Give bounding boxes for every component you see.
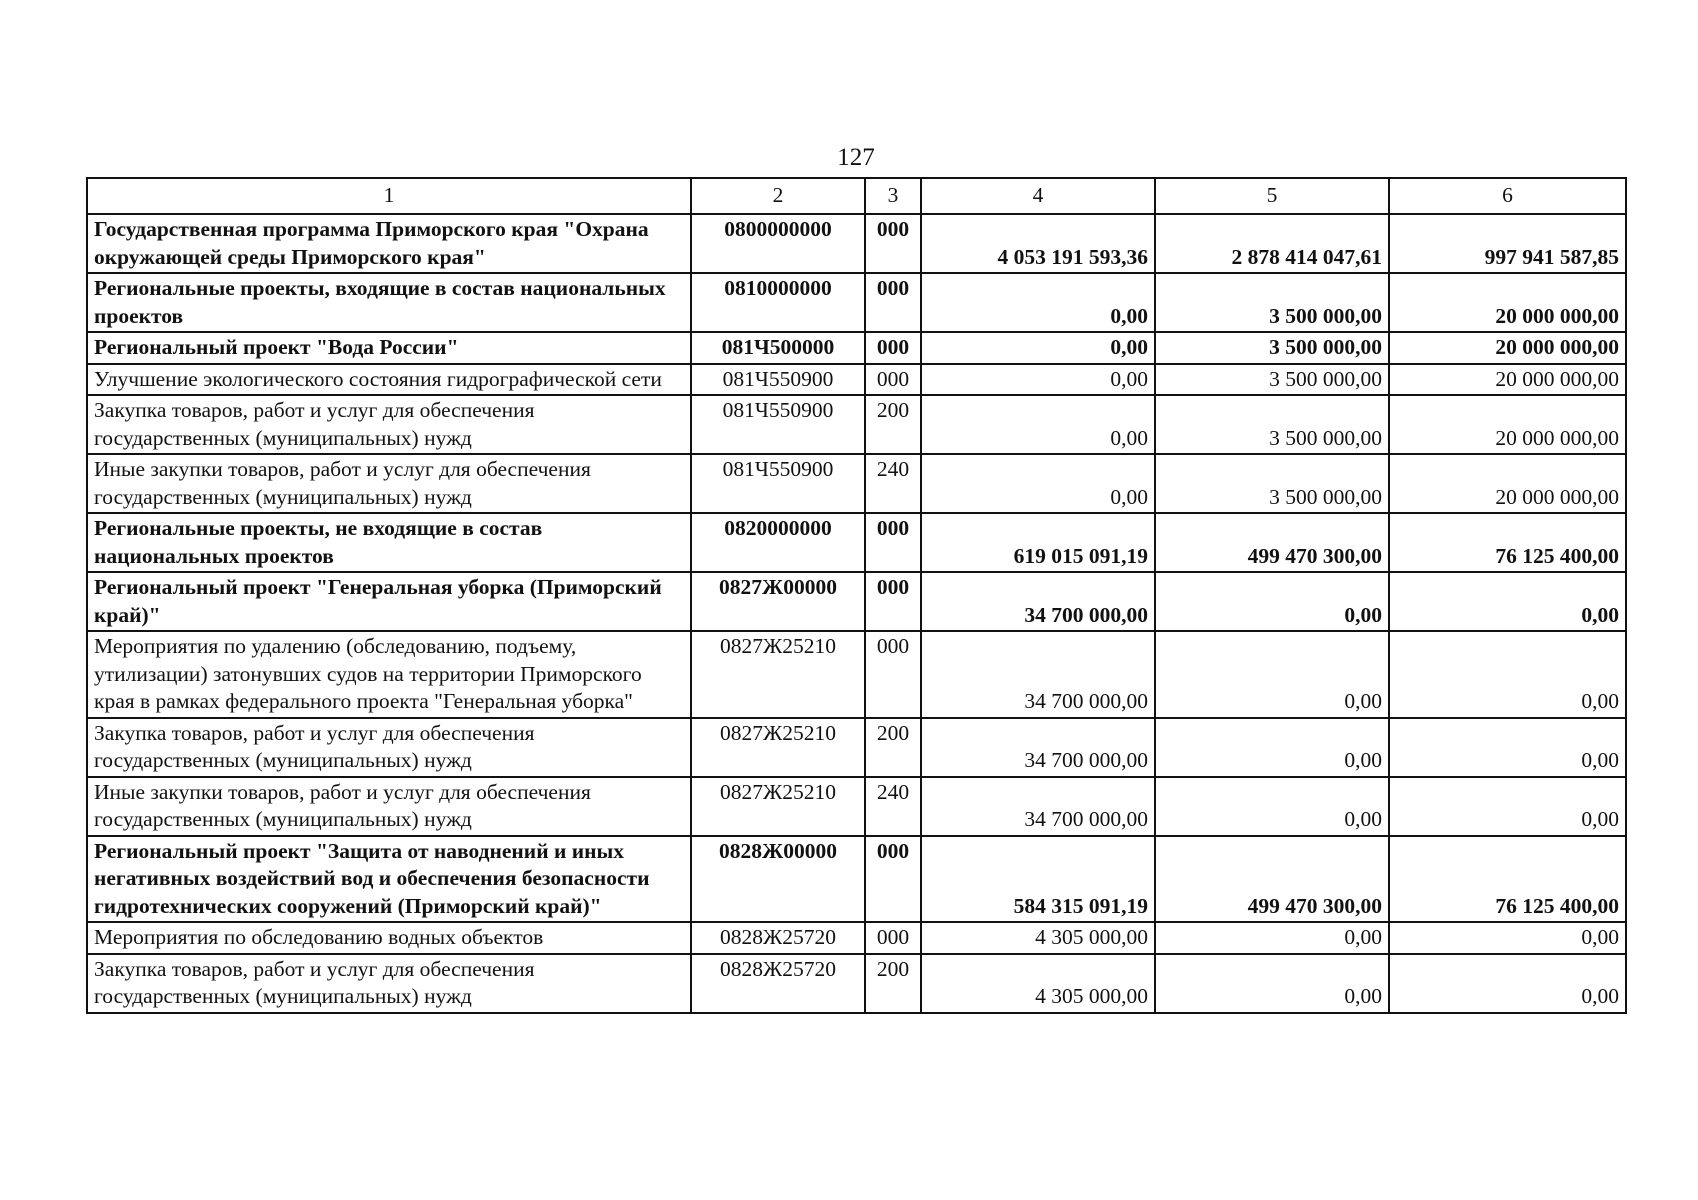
row-amount-col5: 3 500 000,00 [1155,364,1389,396]
row-target-code: 0828Ж00000 [691,836,865,923]
row-expense-type: 000 [865,922,921,954]
row-amount-col5: 0,00 [1155,572,1389,631]
table-row [87,572,1626,631]
row-amount-col6: 0,00 [1389,631,1626,718]
header-row [87,178,1626,214]
row-target-code: 0800000000 [691,214,865,273]
row-amount-col6: 20 000 000,00 [1389,454,1626,513]
row-amount-col6: 20 000 000,00 [1389,332,1626,364]
row-amount-col5: 2 878 414 047,61 [1155,214,1389,273]
row-amount-col4: 0,00 [921,395,1155,454]
table-body [87,214,1626,1013]
table-row [87,454,1626,513]
row-target-code: 0827Ж25210 [691,777,865,836]
row-amount-col6: 20 000 000,00 [1389,273,1626,332]
row-target-code: 0810000000 [691,273,865,332]
row-amount-col5: 0,00 [1155,954,1389,1013]
row-amount-col4: 4 305 000,00 [921,922,1155,954]
row-name: Закупка товаров, работ и услуг для обеспечения государственных (муниципальных) нужд [87,395,691,454]
row-amount-col4: 0,00 [921,273,1155,332]
row-expense-type: 200 [865,395,921,454]
table-row [87,513,1626,572]
row-target-code: 0820000000 [691,513,865,572]
row-target-code: 0828Ж25720 [691,922,865,954]
table-row [87,214,1626,273]
row-name: Региональные проекты, входящие в состав национальных проектов [87,273,691,332]
row-name: Региональный проект "Защита от наводнений и иных негативных воздействий вод и обеспечения безопасности гидротехнических сооружений (Приморский край)" [87,836,691,923]
row-amount-col4: 0,00 [921,364,1155,396]
row-amount-col5: 499 470 300,00 [1155,513,1389,572]
row-amount-col6: 76 125 400,00 [1389,513,1626,572]
row-amount-col6: 997 941 587,85 [1389,214,1626,273]
row-amount-col4: 0,00 [921,454,1155,513]
header-cell-5: 5 [1155,178,1389,214]
row-target-code: 081Ч550900 [691,364,865,396]
header-cell-4: 4 [921,178,1155,214]
row-expense-type: 240 [865,777,921,836]
row-name: Улучшение экологического состояния гидрографической сети [87,364,691,396]
header-cell-6: 6 [1389,178,1626,214]
row-amount-col4: 4 053 191 593,36 [921,214,1155,273]
row-amount-col6: 0,00 [1389,572,1626,631]
table-row [87,777,1626,836]
row-expense-type: 000 [865,836,921,923]
row-amount-col6: 0,00 [1389,922,1626,954]
row-amount-col5: 3 500 000,00 [1155,332,1389,364]
row-expense-type: 000 [865,273,921,332]
row-amount-col5: 0,00 [1155,922,1389,954]
row-expense-type: 000 [865,513,921,572]
row-amount-col4: 34 700 000,00 [921,572,1155,631]
row-expense-type: 240 [865,454,921,513]
row-target-code: 0827Ж25210 [691,631,865,718]
row-amount-col5: 3 500 000,00 [1155,395,1389,454]
table-row [87,332,1626,364]
row-amount-col4: 4 305 000,00 [921,954,1155,1013]
table-row [87,922,1626,954]
table-row [87,395,1626,454]
header-cell-3: 3 [865,178,921,214]
row-name: Государственная программа Приморского края "Охрана окружающей среды Приморского края" [87,214,691,273]
row-target-code: 081Ч500000 [691,332,865,364]
page-number: 127 [837,144,875,171]
row-expense-type: 000 [865,332,921,364]
row-target-code: 081Ч550900 [691,395,865,454]
table-row [87,954,1626,1013]
row-amount-col5: 499 470 300,00 [1155,836,1389,923]
row-target-code: 0827Ж25210 [691,718,865,777]
table-header [87,178,1626,214]
row-expense-type: 000 [865,631,921,718]
row-target-code: 0828Ж25720 [691,954,865,1013]
row-amount-col6: 0,00 [1389,777,1626,836]
row-expense-type: 200 [865,718,921,777]
row-name: Иные закупки товаров, работ и услуг для обеспечения государственных (муниципальных) нужд [87,777,691,836]
row-amount-col4: 619 015 091,19 [921,513,1155,572]
header-cell-2: 2 [691,178,865,214]
row-amount-col6: 20 000 000,00 [1389,364,1626,396]
row-amount-col5: 3 500 000,00 [1155,454,1389,513]
row-amount-col4: 34 700 000,00 [921,631,1155,718]
row-name: Региональный проект "Вода России" [87,332,691,364]
row-name: Иные закупки товаров, работ и услуг для обеспечения государственных (муниципальных) нужд [87,454,691,513]
row-amount-col6: 76 125 400,00 [1389,836,1626,923]
row-amount-col4: 0,00 [921,332,1155,364]
table-row [87,364,1626,396]
row-amount-col5: 0,00 [1155,777,1389,836]
row-amount-col5: 3 500 000,00 [1155,273,1389,332]
table-row [87,631,1626,718]
row-amount-col6: 0,00 [1389,718,1626,777]
budget-table [86,177,1627,1014]
row-name: Закупка товаров, работ и услуг для обеспечения государственных (муниципальных) нужд [87,718,691,777]
row-target-code: 081Ч550900 [691,454,865,513]
row-expense-type: 200 [865,954,921,1013]
row-amount-col4: 584 315 091,19 [921,836,1155,923]
row-amount-col6: 0,00 [1389,954,1626,1013]
row-amount-col4: 34 700 000,00 [921,777,1155,836]
row-target-code: 0827Ж00000 [691,572,865,631]
row-expense-type: 000 [865,364,921,396]
row-amount-col4: 34 700 000,00 [921,718,1155,777]
header-cell-1: 1 [87,178,691,214]
row-amount-col5: 0,00 [1155,718,1389,777]
row-name: Региональные проекты, не входящие в состав национальных проектов [87,513,691,572]
row-amount-col6: 20 000 000,00 [1389,395,1626,454]
row-expense-type: 000 [865,214,921,273]
row-expense-type: 000 [865,572,921,631]
table-row [87,718,1626,777]
row-name: Закупка товаров, работ и услуг для обеспечения государственных (муниципальных) нужд [87,954,691,1013]
row-name: Мероприятия по удалению (обследованию, подъему, утилизации) затонувших судов на территории Приморского края в рамках федерального проекта "Генеральная уборка" [87,631,691,718]
row-name: Региональный проект "Генеральная уборка (Приморский край)" [87,572,691,631]
row-amount-col5: 0,00 [1155,631,1389,718]
table-row [87,273,1626,332]
table-row [87,836,1626,923]
row-name: Мероприятия по обследованию водных объектов [87,922,691,954]
